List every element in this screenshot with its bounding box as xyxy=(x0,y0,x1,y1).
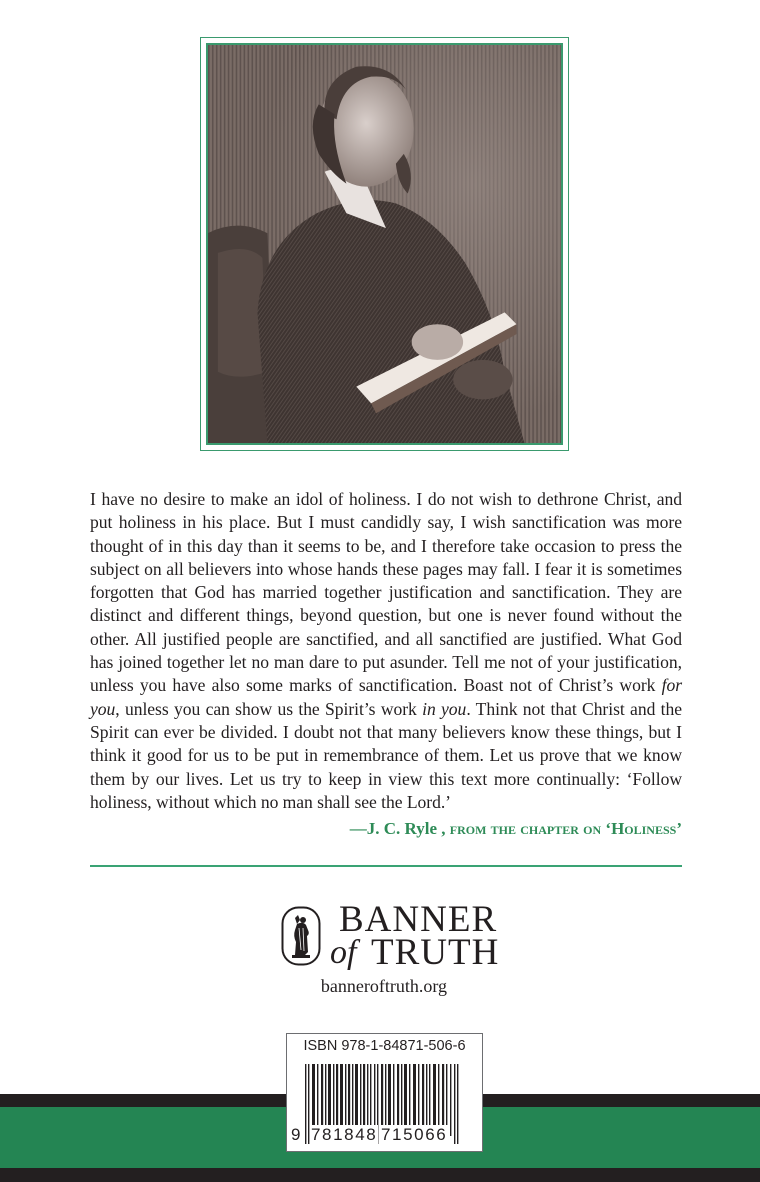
quote-line: subject on all believers into whose hands these pages may fall. I fear it is sometimes xyxy=(90,558,682,579)
publisher-name-of: of xyxy=(330,934,357,971)
author-portrait xyxy=(206,43,563,445)
publisher-name-truth: TRUTH xyxy=(371,932,500,973)
quote-segment: unless you have also some marks of sanctification. Boast not of Christ’s work xyxy=(90,675,662,696)
footer-stripe-black-bottom xyxy=(0,1168,760,1182)
barcode-digits-right: 715066 xyxy=(381,1125,448,1144)
section-divider xyxy=(90,865,682,867)
publisher-name-banner: BANNER xyxy=(339,899,498,940)
portrait-engraving-image xyxy=(208,45,561,443)
quote-segment: . Think not that Christ and the xyxy=(466,698,682,719)
isbn-barcode xyxy=(286,1033,483,1152)
barcode-digit-first: 9 xyxy=(291,1125,301,1144)
quote-line: Spirit can ever be divided. I doubt not that many believers know these things, but I xyxy=(90,721,682,742)
quote-line: other. All justified people are sanctified, and all sanctified are justified. What God xyxy=(90,628,682,649)
quote-emphasis: for xyxy=(661,675,682,696)
quote-line: them by our lives. Let us try to keep in view this text more continually: ‘Follow xyxy=(90,768,682,789)
quote-line: put holiness in his place. But I must candidly say, I wish sanctification was more xyxy=(90,512,682,533)
quote-line: thought of in this day than it seems to be, and I therefore take occasion to press the xyxy=(90,535,682,556)
quote-line: think it good for us to be put in remembrance of them. Let us prove that we know xyxy=(90,745,682,766)
quote-emphasis: you xyxy=(90,698,116,719)
quote-segment: , unless you can show us the Spirit’s work xyxy=(115,698,423,719)
quote-line: has joined together let no man dare to put asunder. Tell me not of your justification, xyxy=(90,652,682,673)
quote-body xyxy=(90,488,682,814)
quote-attribution xyxy=(350,819,682,839)
barcode-digits-left: 781848 xyxy=(311,1125,378,1144)
banner-of-truth-emblem-icon xyxy=(281,906,321,966)
quote-line: holiness, without which no man shall see the Lord.’ xyxy=(90,791,451,812)
quote-line: I have no desire to make an idol of holiness. I do not wish to dethrone Christ, and xyxy=(90,489,682,509)
quote-line xyxy=(90,698,682,721)
publisher-url[interactable]: banneroftruth.org xyxy=(320,976,448,996)
isbn-label: ISBN 978-1-84871-506-6 xyxy=(303,1038,466,1054)
publisher-logo xyxy=(281,899,500,973)
quote-line: forgotten that God has married together justification and sanctification. They are xyxy=(90,582,682,603)
attribution-author: —J. C. Ryle , xyxy=(349,819,446,838)
quote-line: distinct and different things, beyond question, but one is never found without the xyxy=(90,605,682,626)
quote-emphasis: in you xyxy=(422,698,467,719)
quote-line xyxy=(90,674,682,697)
attribution-source: from the chapter on ‘Holiness’ xyxy=(445,819,682,838)
